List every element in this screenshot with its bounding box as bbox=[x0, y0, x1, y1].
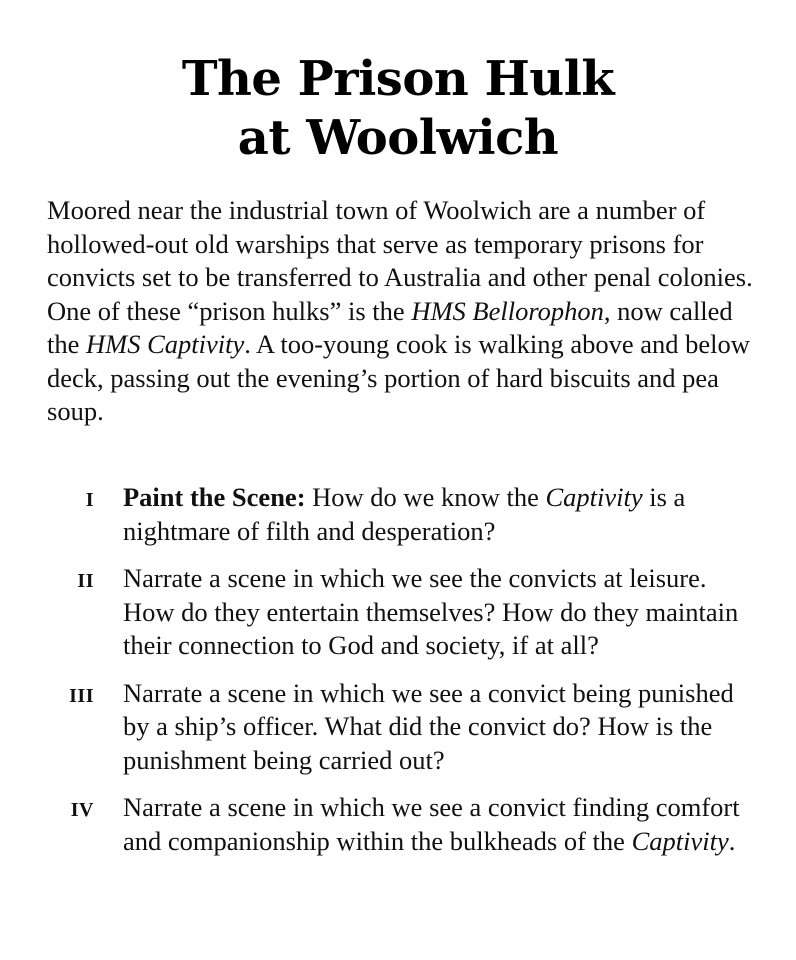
prompt-text: Narrate a scene in which we see a convict being punished by a ship’s officer. What did the convict do? How is the punishment being carried out? bbox=[123, 677, 734, 775]
prompt-list bbox=[0, 481, 796, 872]
title-line-1: The Prison Hulk bbox=[181, 51, 615, 107]
intro-text-3: . A too-young cook is walking above and below deck, passing out the evening’s portion of hard biscuits and pea soup. bbox=[47, 329, 750, 426]
page-title bbox=[0, 50, 796, 168]
prompt-item bbox=[0, 677, 753, 778]
prompt-text: . bbox=[728, 825, 736, 856]
prompt-text: How do we know the bbox=[305, 482, 546, 512]
prompt-item bbox=[0, 562, 753, 663]
prompt-numeral: III bbox=[69, 684, 94, 707]
prompt-ship-name: Captivity bbox=[631, 825, 729, 856]
intro-paragraph bbox=[47, 194, 757, 429]
intro-ship-new-name: HMS Captivity bbox=[86, 329, 245, 359]
prompt-numeral: IV bbox=[70, 799, 94, 821]
title-line-2: at Woolwich bbox=[237, 110, 559, 166]
prompt-item bbox=[0, 791, 753, 858]
prompt-text: is a nightmare of filth and desperation? bbox=[123, 482, 686, 546]
intro-text-2: , now called the bbox=[47, 295, 733, 359]
prompt-numeral: II bbox=[77, 570, 94, 592]
prompt-lead: Paint the Scene: bbox=[123, 482, 306, 512]
prompt-ship-name: Captivity bbox=[545, 482, 643, 512]
intro-ship-old-name: HMS Bellorophon bbox=[411, 295, 604, 326]
prompt-text: Narrate a scene in which we see a convict finding comfort and companionship within the bulkheads of the bbox=[123, 792, 740, 856]
intro-text-1: Moored near the industrial town of Woolwich are a number of hollowed-out old warships that serve as temporary prisons for convicts set to be transferred to Australia and other penal colonies. One of these “prison hulks” is the bbox=[47, 195, 753, 326]
prompt-numeral: I bbox=[85, 489, 94, 511]
prompt-item bbox=[0, 481, 753, 548]
prompt-text: Narrate a scene in which we see the convicts at leisure. How do they entertain themselves? How do they maintain their connection to God and society, if at all? bbox=[123, 563, 739, 660]
